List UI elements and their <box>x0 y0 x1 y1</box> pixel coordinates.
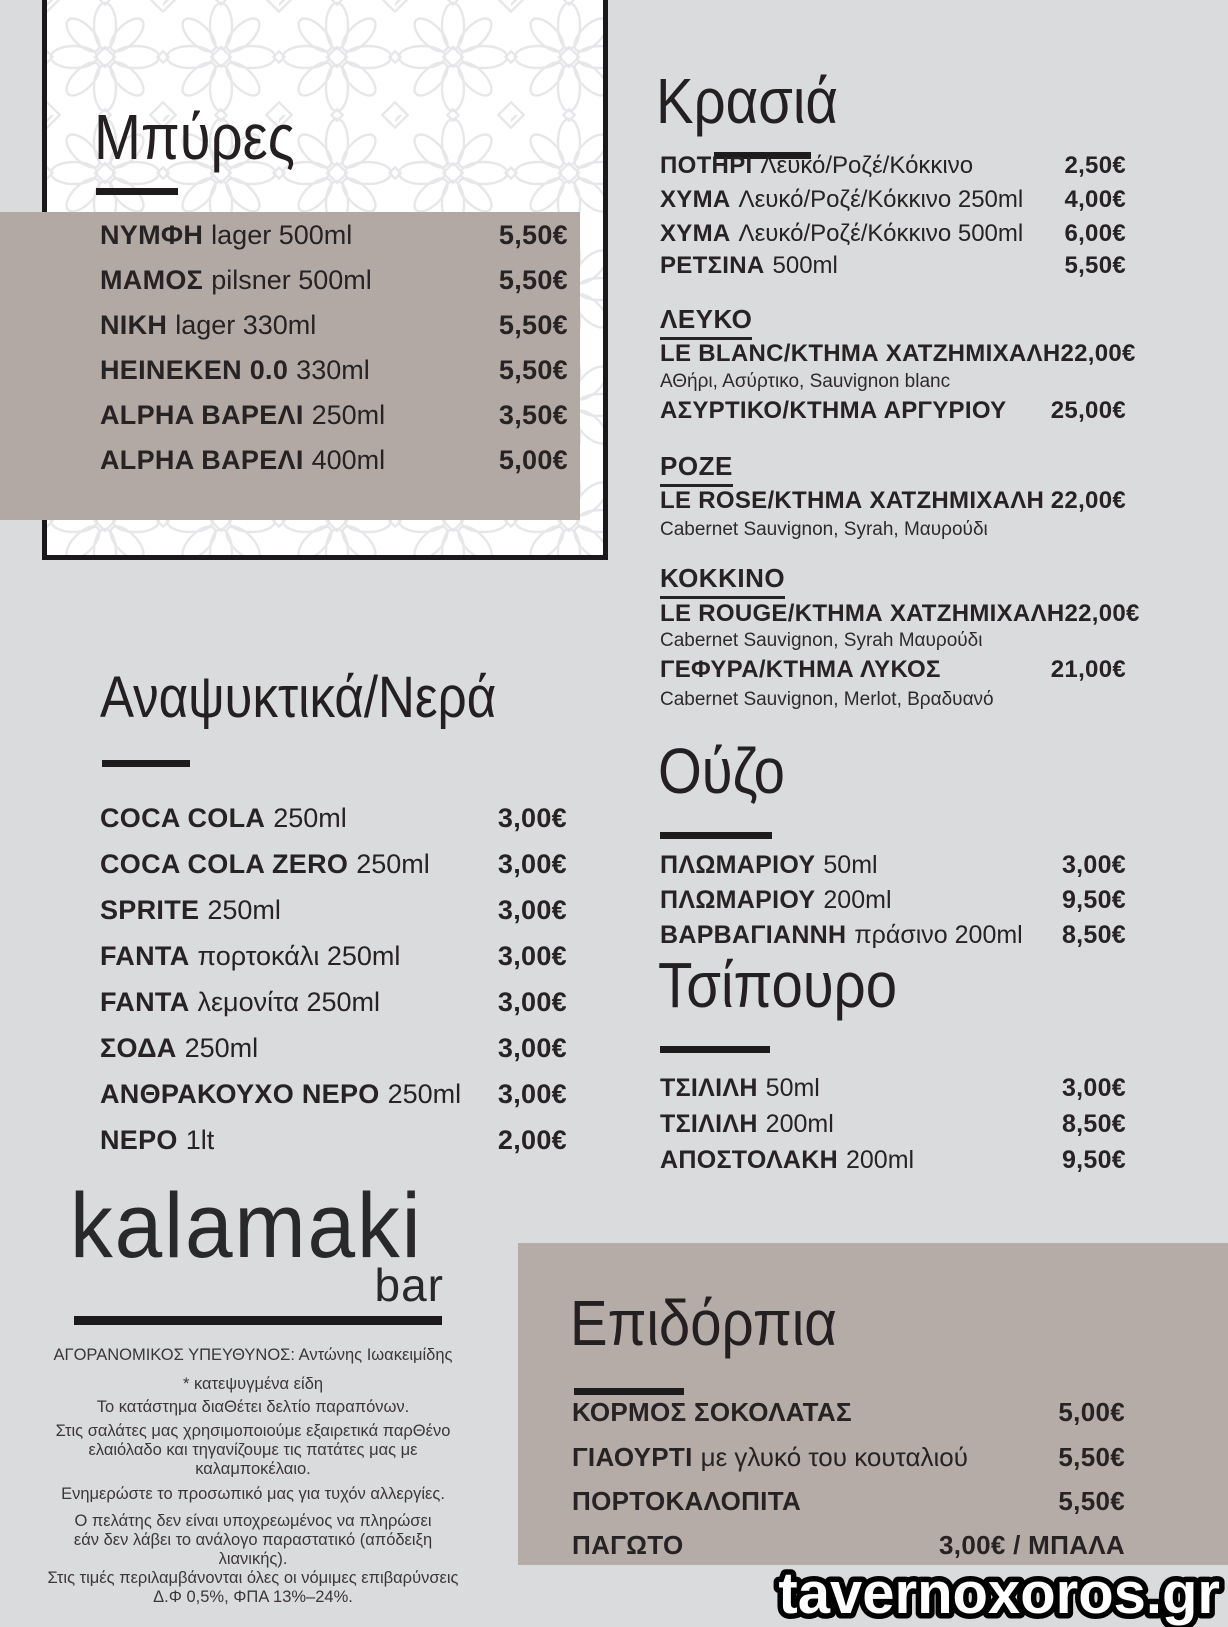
wine-note: Cabernet Sauvignon, Merlot, Βραδυανό <box>660 689 994 710</box>
menu-item-row <box>100 849 567 880</box>
item-name: ΝΕΡΟ <box>100 1125 178 1155</box>
heading-underline <box>660 1046 770 1053</box>
footer-line: Δ.Φ 0,5%, ΦΠΑ 13%–24%. <box>153 1588 353 1606</box>
item-desc: pilsner 500ml <box>211 265 372 295</box>
item-name: ΧΥΜΑ <box>660 186 731 213</box>
item-name: FANTA <box>100 941 190 971</box>
menu-item-row <box>100 265 568 296</box>
menu-item-row <box>100 803 567 834</box>
footer-line: Το κατάστημα διαΘέτει δελτίο παραπόνων. <box>96 1398 410 1416</box>
item-name: ΒΑΡΒΑΓΙΑΝΝΗ <box>660 921 847 949</box>
item-label <box>660 851 878 880</box>
heading-underline <box>102 760 190 767</box>
menu-item-row <box>100 1033 567 1064</box>
item-name: ΚΟΡΜΟΣ ΣΟΚΟΛΑΤΑΣ <box>572 1397 852 1427</box>
item-label <box>100 265 372 296</box>
item-desc: πράσινο 200ml <box>854 921 1023 949</box>
item-desc: 250ml <box>311 400 386 430</box>
rose-wine-subheading: ΡΟΖΕ <box>660 451 733 487</box>
item-price: 22,00€ <box>1050 487 1126 514</box>
item-desc: lager 500ml <box>211 220 353 250</box>
item-label <box>660 487 1044 515</box>
item-desc: Λευκό/Ροζέ/Κόκκινο 250ml <box>738 186 1024 213</box>
footer-line: ΑΓΟΡΑΝΟΜΙΚΟΣ ΥΠΕΥΘΥΝΟΣ: Αντώνης Ιωακειμίδης <box>53 1346 453 1364</box>
site-watermark <box>668 1553 1228 1627</box>
menu-item-row <box>660 851 1126 880</box>
item-name: LE ROSE/ΚΤΗΜΑ ΧΑΤΖΗΜΙΧΑΛΗ <box>660 487 1045 514</box>
item-label <box>660 1146 914 1175</box>
menu-item-row <box>100 220 568 251</box>
item-name: COCA COLA <box>100 803 266 833</box>
item-label <box>660 656 941 684</box>
item-name: ΤΣΙΛΙΛΗ <box>660 1074 758 1102</box>
beers-section-title: Μπύρες <box>94 101 295 173</box>
item-price: 9,50€ <box>1061 886 1126 914</box>
menu-item-row <box>572 1442 1125 1473</box>
tsipouro-section-title: Τσίπουρο <box>658 949 898 1021</box>
item-name: ΑΝΘΡΑΚΟΥΧΟ ΝΕΡΟ <box>100 1079 380 1109</box>
item-label <box>660 1074 820 1103</box>
item-price: 5,00€ <box>1058 1397 1125 1427</box>
item-label <box>660 921 1023 950</box>
legal-footer <box>38 1346 468 1607</box>
item-name: ΧΥΜΑ <box>660 220 731 247</box>
menu-item-row <box>100 895 567 926</box>
desserts-section-title: Επιδόρπια <box>570 1287 837 1359</box>
item-label <box>100 895 281 926</box>
item-price: 3,50€ <box>498 400 568 430</box>
item-price: 25,00€ <box>1050 397 1126 424</box>
item-price: 4,00€ <box>1064 186 1126 213</box>
item-label <box>660 600 1064 628</box>
item-label <box>100 941 400 972</box>
menu-item-row <box>660 397 1126 425</box>
ouzo-section-title: Ούζο <box>658 735 785 807</box>
item-price: 22,00€ <box>1064 600 1140 627</box>
item-name: ALPHA ΒΑΡΕΛΙ <box>100 445 304 475</box>
item-name: ΓΕΦΥΡΑ/ΚΤΗΜΑ ΛΥΚΟΣ <box>660 656 941 683</box>
item-price: 8,50€ <box>1061 1110 1126 1138</box>
watermark-text: tavernoxoros.gr <box>778 1561 1220 1626</box>
white-wine-subheading: ΛΕΥΚΟ <box>660 304 752 340</box>
item-price: 3,00€ <box>1061 1074 1126 1102</box>
item-name: ΑΠΟΣΤΟΛΑΚΗ <box>660 1146 838 1174</box>
item-label <box>660 152 973 180</box>
item-desc: 250ml <box>387 1079 462 1109</box>
item-label <box>660 186 1023 214</box>
item-price: 5,50€ <box>498 265 568 295</box>
item-label <box>100 803 347 834</box>
item-desc: Λευκό/Ροζέ/Κόκκινο <box>760 152 974 179</box>
item-price: 3,00€ <box>497 895 567 925</box>
menu-item-row <box>660 600 1140 628</box>
item-name: FANTA <box>100 987 190 1017</box>
heading-underline <box>96 188 178 195</box>
menu-item-row <box>660 1074 1126 1103</box>
item-price: 5,50€ <box>1058 1442 1125 1472</box>
item-name: ΓΙΑΟΥΡΤΙ <box>572 1442 693 1472</box>
menu-item-row <box>660 220 1126 248</box>
item-desc: 200ml <box>765 1110 834 1138</box>
item-label <box>572 1442 968 1473</box>
item-label <box>100 1125 214 1156</box>
item-price: 5,50€ <box>1064 252 1126 279</box>
item-label <box>660 340 1060 368</box>
item-price: 8,50€ <box>1061 921 1126 949</box>
menu-item-row <box>660 921 1126 950</box>
item-desc: 400ml <box>311 445 386 475</box>
wine-note: ΑΘήρι, Ασύρτικο, Sauvignon blanc <box>660 371 951 392</box>
menu-item-row <box>100 987 567 1018</box>
item-desc: 50ml <box>765 1074 820 1102</box>
footer-line: Στις τιμές περιλαμβάνονται όλες οι νόμιμες επιβαρύνσεις <box>47 1569 459 1587</box>
item-price: 3,00€ <box>1061 851 1126 879</box>
item-name: ΠΛΩΜΑΡΙΟΥ <box>660 851 816 879</box>
item-desc: 500ml <box>772 252 838 279</box>
item-price: 3,00€ <box>497 849 567 879</box>
item-name: ΠΛΩΜΑΡΙΟΥ <box>660 886 816 914</box>
menu-item-row <box>660 340 1136 368</box>
wine-note: Cabernet Sauvignon, Syrah, Μαυρούδι <box>660 519 988 540</box>
footer-line: Στις σαλάτες μας χρησιμοποιούμε εξαιρετικά παρΘένο <box>55 1422 451 1440</box>
footer-line: ελαιόλαδο και τηγανίζουμε τις πατάτες μας με καλαμποκέλαιο. <box>88 1441 418 1478</box>
item-desc: Λευκό/Ροζέ/Κόκκινο 500ml <box>738 220 1024 247</box>
item-label <box>100 445 385 476</box>
item-price: 5,00€ <box>498 445 568 475</box>
menu-item-row <box>660 1110 1126 1139</box>
item-price: 6,00€ <box>1064 220 1126 247</box>
item-name: LE ROUGE/ΚΤΗΜΑ ΧΑΤΖΗΜΙΧΑΛΗ <box>660 600 1065 627</box>
item-name: ΜΑΜΟΣ <box>100 265 204 295</box>
menu-item-row <box>572 1486 1125 1517</box>
footer-line: * κατεψυγμένα είδη <box>182 1375 324 1393</box>
item-price: 2,00€ <box>497 1125 567 1155</box>
item-desc: 1lt <box>185 1125 215 1155</box>
footer-line: Ο πελάτης δεν είναι υποχρεωμένος να πληρώσει <box>74 1512 432 1530</box>
item-desc: lager 330ml <box>175 310 317 340</box>
item-price: 9,50€ <box>1061 1146 1126 1174</box>
item-price: 5,50€ <box>498 355 568 385</box>
item-price: 5,50€ <box>498 310 568 340</box>
item-price: 5,50€ <box>498 220 568 250</box>
item-label <box>100 220 352 251</box>
item-desc: πορτοκάλι 250ml <box>197 941 401 971</box>
menu-item-row <box>100 355 568 386</box>
item-label <box>100 1033 258 1064</box>
item-desc: 330ml <box>296 355 370 385</box>
kalamaki-logo: kalamaki <box>70 1175 423 1277</box>
menu-item-row <box>100 941 567 972</box>
item-desc: 250ml <box>273 803 347 833</box>
item-name: ΑΣΥΡΤΙΚΟ/ΚΤΗΜΑ ΑΡΓΥΡΙΟΥ <box>660 397 1007 424</box>
item-desc: 250ml <box>207 895 281 925</box>
item-price: 3,00€ <box>497 941 567 971</box>
item-label <box>660 1110 834 1139</box>
menu-item-row <box>660 152 1126 180</box>
item-price: 2,50€ <box>1064 152 1126 179</box>
item-price: 3,00€ <box>497 1079 567 1109</box>
heading-underline <box>660 832 772 839</box>
kalamaki-logo-bar: bar <box>374 1259 444 1311</box>
item-name: ΠΟΤΗΡΙ <box>660 152 753 179</box>
item-label <box>660 886 892 915</box>
item-price: 3,00€ / ΜΠΑΛΑ <box>939 1530 1125 1560</box>
item-name: ALPHA ΒΑΡΕΛΙ <box>100 400 304 430</box>
item-desc: λεμονίτα 250ml <box>197 987 381 1017</box>
item-desc: 200ml <box>823 886 892 914</box>
item-price: 22,00€ <box>1060 340 1136 367</box>
item-desc: 50ml <box>823 851 878 879</box>
item-name: ΤΣΙΛΙΛΗ <box>660 1110 758 1138</box>
wines-section-title: Κρασιά <box>656 65 838 137</box>
menu-item-row <box>660 1146 1126 1175</box>
heading-underline <box>574 1388 684 1395</box>
item-price: 3,00€ <box>497 987 567 1017</box>
item-name: ΝΙΚΗ <box>100 310 168 340</box>
item-name: ΣΟΔΑ <box>100 1033 177 1063</box>
item-name: HEINEKEN 0.0 <box>100 355 289 385</box>
item-price: 5,50€ <box>1058 1486 1125 1516</box>
item-desc: 250ml <box>184 1033 259 1063</box>
soft-drinks-section-title: Αναψυκτικά/Νερά <box>100 665 497 730</box>
red-wine-subheading: ΚΟΚΚΙΝΟ <box>660 563 785 599</box>
footer-line: εάν δεν λάβει το ανάλογο παραστατικό (απόδειξη λιανικής). <box>73 1531 433 1568</box>
item-label <box>660 220 1023 248</box>
logo-divider <box>74 1316 442 1325</box>
item-name: ΠΑΓΩΤΟ <box>572 1530 684 1560</box>
item-name: COCA COLA ZERO <box>100 849 349 879</box>
item-price: 21,00€ <box>1050 656 1126 683</box>
footer-line: Ενημερώστε το προσωπικό μας για τυχόν αλλεργίες. <box>61 1485 445 1503</box>
menu-item-row <box>100 1125 567 1156</box>
item-name: ΝΥΜΦΗ <box>100 220 204 250</box>
item-label <box>100 400 385 431</box>
item-label <box>100 849 430 880</box>
wine-note: Cabernet Sauvignon, Syrah Μαυρούδι <box>660 630 983 651</box>
item-desc: 250ml <box>356 849 430 879</box>
item-desc: με γλυκό του κουταλιού <box>700 1442 968 1472</box>
item-name: ΠΟΡΤΟΚΑΛΟΠΙΤΑ <box>572 1486 802 1516</box>
item-label <box>572 1486 809 1517</box>
item-desc: 200ml <box>846 1146 915 1174</box>
menu-item-row <box>100 400 568 431</box>
item-price: 3,00€ <box>497 803 567 833</box>
menu-item-row <box>660 656 1126 684</box>
menu-item-row <box>660 252 1126 280</box>
menu-item-row <box>660 487 1126 515</box>
item-name: ΡΕΤΣΙΝΑ <box>660 252 765 279</box>
item-name: SPRITE <box>100 895 200 925</box>
menu-item-row <box>100 310 568 341</box>
item-price: 3,00€ <box>497 1033 567 1063</box>
item-label <box>100 1079 461 1110</box>
menu-item-row <box>100 1079 567 1110</box>
item-label <box>100 987 380 1018</box>
item-label <box>100 355 370 386</box>
item-label <box>572 1397 860 1428</box>
menu-item-row <box>100 445 568 476</box>
item-label <box>100 310 316 341</box>
item-label <box>660 252 838 280</box>
item-name: LE BLANC/ΚΤΗΜΑ ΧΑΤΖΗΜΙΧΑΛΗ <box>660 340 1061 367</box>
menu-item-row <box>572 1397 1125 1428</box>
menu-item-row <box>660 186 1126 214</box>
menu-item-row <box>660 886 1126 915</box>
item-label <box>660 397 1006 425</box>
